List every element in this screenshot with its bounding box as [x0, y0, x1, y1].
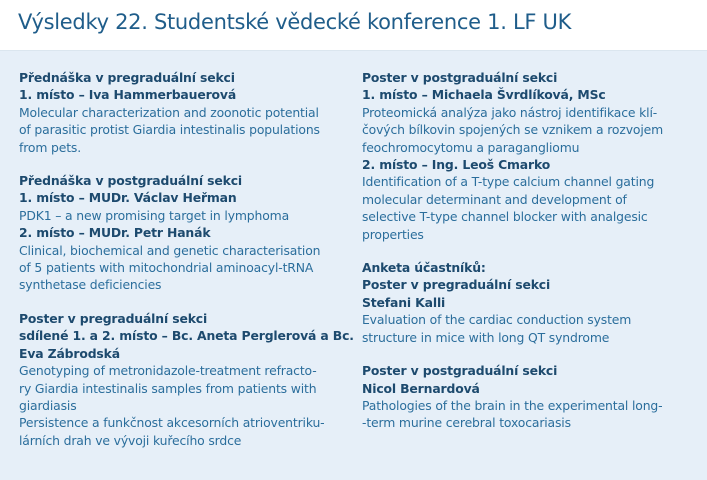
entry-text-line: ry Giardia intestinalis samples from patients with — [19, 380, 317, 396]
entry-text-line: feochromocytomu a paragangliomu — [362, 139, 580, 155]
section-heading-line: 1. místo – MUDr. Václav Heřman — [19, 190, 237, 206]
entry-text-line: Genotyping of metronidazole-treatment refracto- — [19, 363, 317, 379]
section-heading-line: Poster v postgraduální sekci — [362, 363, 558, 379]
section-heading-line: sdílené 1. a 2. místo – Bc. Aneta Perglerová a Bc. — [19, 328, 354, 344]
award-section — [19, 310, 355, 449]
entry-text-line: čových bílkovin spojených se vznikem a rozvojem — [362, 122, 664, 138]
section-heading-line: Přednáška v postgraduální sekci — [19, 173, 242, 189]
entry-text-line: structure in mice with long QT syndrome — [362, 329, 610, 345]
entry-text-line: PDK1 – a new promising target in lymphoma — [19, 207, 290, 223]
section-heading-line: Stefani Kalli — [362, 294, 446, 310]
section-heading-line: Poster v pregraduální sekci — [19, 310, 208, 326]
entry-text-line: Pathologies of the brain in the experimental long- — [362, 397, 663, 413]
section-heading-line: Eva Zábrodská — [19, 345, 120, 361]
section-heading-line: Poster v pregraduální sekci — [362, 277, 551, 293]
entry-text-line: of parasitic protist Giardia intestinalis populations — [19, 122, 320, 138]
award-section — [362, 259, 698, 346]
section-heading-line: 2. místo – MUDr. Petr Hanák — [19, 225, 211, 241]
entry-text-line: Evaluation of the cardiac conduction system — [362, 312, 632, 328]
section-heading-line: Anketa účastníků: — [362, 260, 486, 276]
award-section — [362, 362, 698, 432]
award-section — [362, 69, 698, 243]
entry-text-line: Molecular characterization and zoonotic potential — [19, 104, 319, 120]
entry-text-line: from pets. — [19, 139, 82, 155]
page-title: Výsledky 22. Studentské vědecké konference 1. LF UK — [18, 10, 572, 34]
section-heading-line: Poster v postgraduální sekci — [362, 70, 558, 85]
entry-text-line: selective T-type channel blocker with analgesic — [362, 209, 648, 225]
section-heading-line: 1. místo – Michaela Švrdlíková, MSc — [362, 87, 606, 103]
entry-text-line: Identification of a T-type calcium channel gating — [362, 174, 655, 190]
section-heading-line: 2. místo – Ing. Leoš Cmarko — [362, 157, 551, 173]
left-column — [19, 69, 355, 465]
section-heading-line: Nicol Bernardová — [362, 380, 480, 396]
entry-text-line: Proteomická analýza jako nástroj identifikace klí- — [362, 104, 658, 120]
results-panel — [0, 51, 707, 480]
section-heading-line: 1. místo – Iva Hammerbauerová — [19, 87, 237, 103]
entry-text-line: lárních drah ve vývoji kuřecího srdce — [19, 432, 242, 448]
right-column — [362, 69, 698, 448]
entry-text-line: Persistence a funkčnost akcesorních atrioventriku- — [19, 415, 325, 431]
entry-text-line: of 5 patients with mitochondrial aminoacyl-tRNA — [19, 260, 314, 276]
entry-text-line: synthetase deficiencies — [19, 277, 162, 293]
award-section — [19, 69, 355, 156]
award-section — [19, 172, 355, 294]
header — [0, 0, 707, 51]
section-heading-line: Přednáška v pregraduální sekci — [19, 70, 235, 85]
entry-text-line: Clinical, biochemical and genetic characterisation — [19, 242, 321, 258]
entry-text-line: giardiasis — [19, 397, 77, 413]
entry-text-line: molecular determinant and development of — [362, 191, 627, 207]
entry-text-line: -term murine cerebral toxocariasis — [362, 415, 571, 431]
entry-text-line: properties — [362, 226, 424, 242]
